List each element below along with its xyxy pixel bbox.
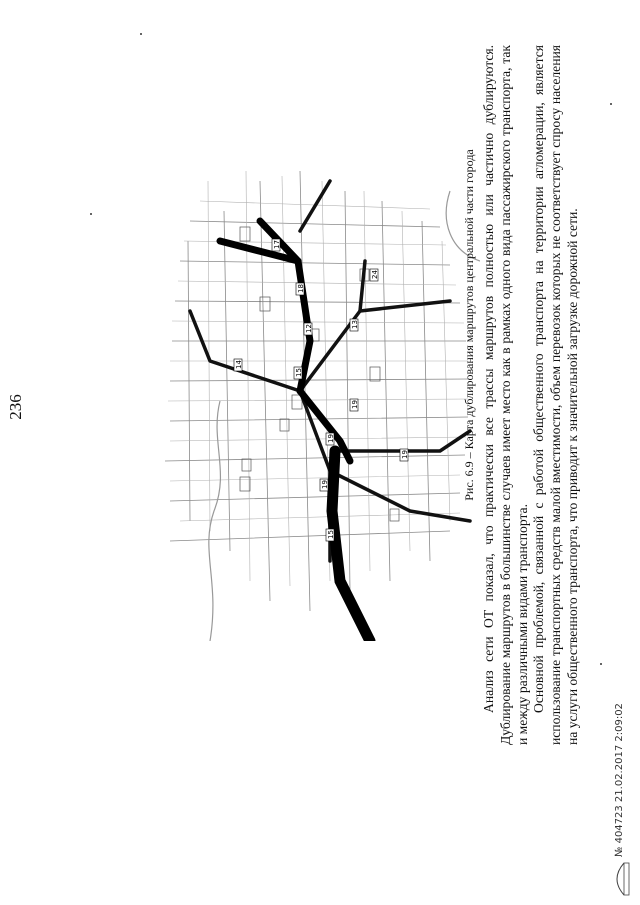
scan-speck (140, 33, 142, 35)
svg-text:24: 24 (371, 270, 379, 279)
scan-speck (600, 663, 602, 665)
svg-text:17: 17 (273, 240, 281, 249)
svg-text:15: 15 (295, 368, 303, 377)
scan-speck (90, 213, 92, 215)
svg-text:19: 19 (351, 400, 359, 409)
stamp-number: № 404723 21.02.2017 2:09:02 (614, 703, 625, 857)
paragraph-main-problem: Основной проблемой, связанной с работой общественного транспорта на территории агломерации, является использование транспортных средств малой вместимости, объем перевозок которых не соответствует спросу населения на услуги общественного транспорта, что приводит к значительной загрузке дорожной сети. (531, 45, 580, 745)
stamp-logo-icon (610, 859, 632, 899)
svg-text:14: 14 (235, 360, 243, 369)
svg-text:18: 18 (297, 284, 305, 293)
svg-text:13: 13 (351, 320, 359, 329)
svg-text:19: 19 (401, 450, 409, 459)
paragraph-analysis: Анализ сети ОТ показал, что практически все трассы маршрутов полностью или частично дублируются. Дублирование маршрутов в большинстве случаев имеет место как в рамках одного вида пассажирского транспорта, так и между различными видами транспорта. (481, 45, 530, 745)
scan-speck (610, 103, 612, 105)
svg-text:12: 12 (305, 324, 313, 333)
page-number: 236 (6, 394, 25, 420)
svg-text:19: 19 (321, 480, 329, 489)
route-duplication-map (150, 161, 480, 641)
figure-caption: Рис. 6.9 – Карта дублирования маршрутов центральной части города (462, 149, 476, 501)
document-stamp (610, 569, 632, 899)
svg-text:19: 19 (327, 434, 335, 443)
svg-text:15: 15 (327, 530, 335, 539)
